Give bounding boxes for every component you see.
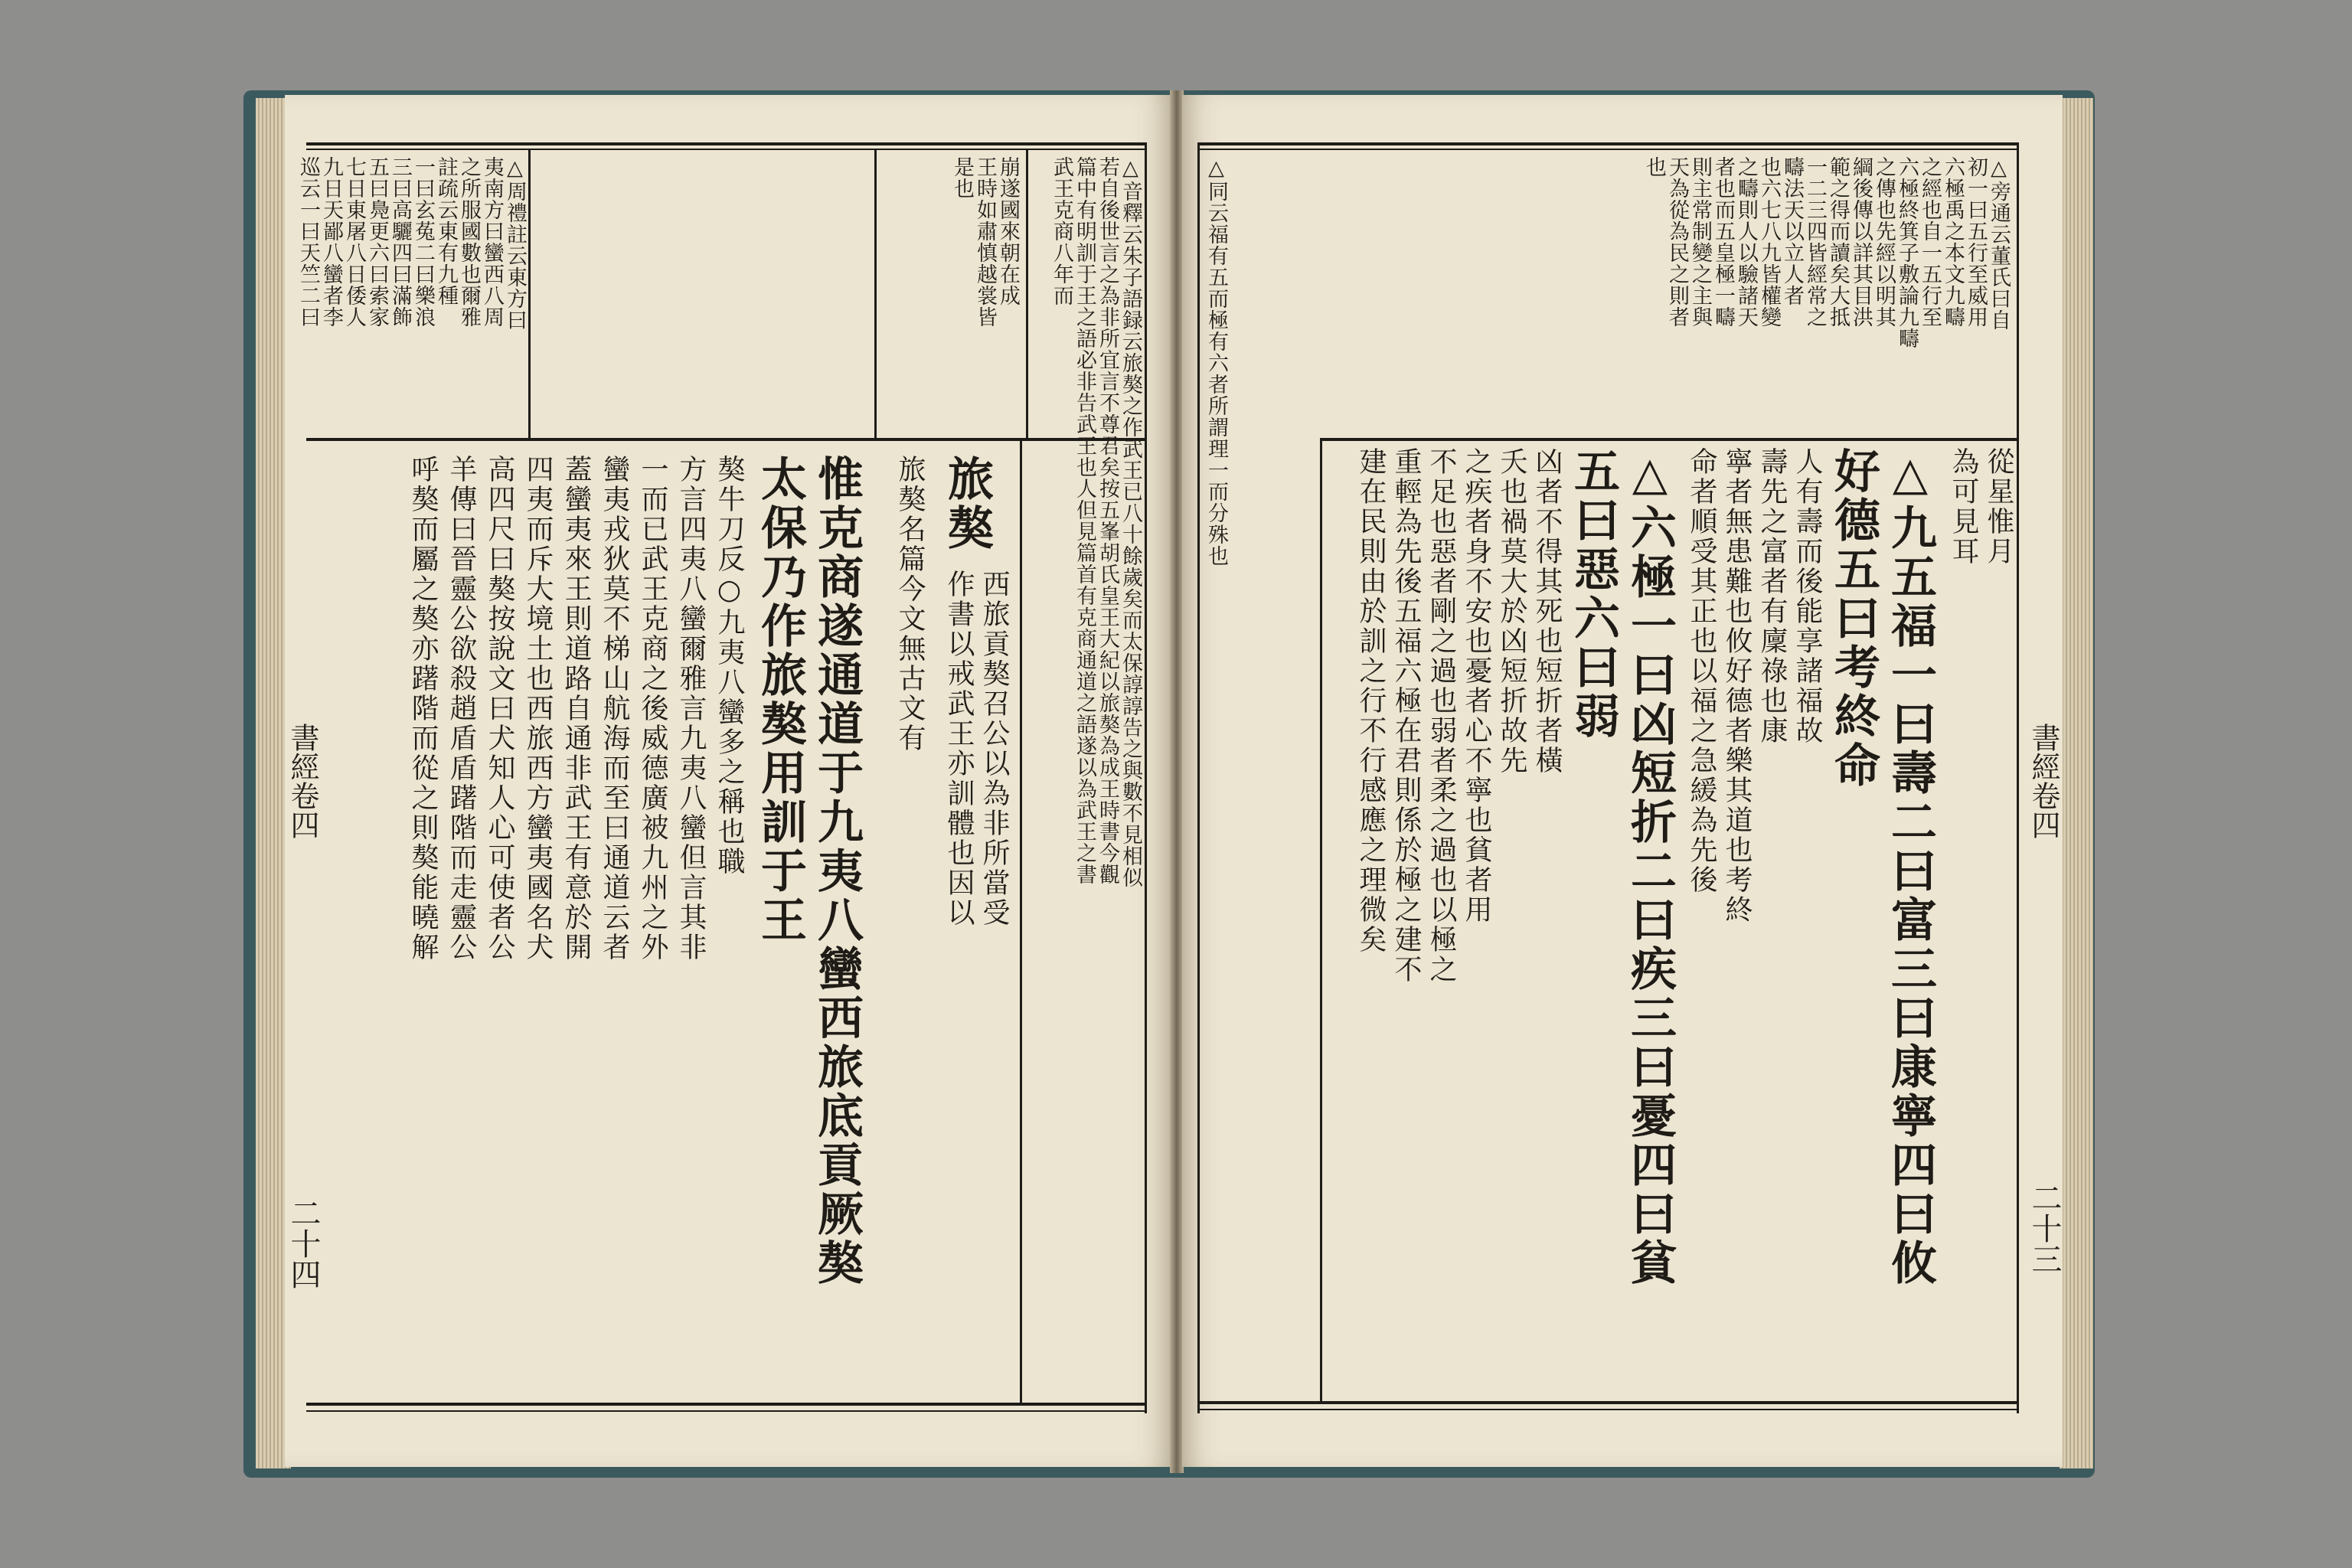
left-upper-column: 武王克商八年而: [1050, 156, 1073, 306]
right-upper-column: 疇法天以立人者: [1780, 156, 1804, 306]
left-upper-column: 夷南方曰蠻西八周: [480, 156, 504, 328]
right-gloss-column: 夭也禍莫大於凶短折故先: [1496, 447, 1527, 776]
left-upper-divider-3: [1026, 149, 1028, 438]
right-main-column: 五曰惡六曰弱: [1566, 447, 1620, 741]
right-gloss-column: 重輕為先後五福六極在君則係於極之建不: [1390, 447, 1422, 985]
left-upper-column: 是也: [950, 156, 974, 199]
right-upper-column: 六極禹之本文九疇: [1941, 156, 1965, 328]
right-upper-column: 之經也自一五行至: [1918, 156, 1942, 328]
right-main-column: △九五福一曰壽二曰富三曰康寧四曰攸: [1883, 447, 1937, 1288]
right-upper-column: 之疇則人以驗諸天: [1734, 156, 1758, 328]
left-gloss-column: 四夷而斥大境土也西旅西方蠻夷國名犬: [522, 455, 554, 962]
left-upper-column: 三曰高驪四曰滿飾: [388, 156, 412, 328]
right-gloss-column: 不足也惡者剛之過也弱者柔之過也以極之: [1426, 447, 1457, 985]
left-upper-column: 五曰鳧更六曰索家: [365, 156, 389, 328]
right-gloss-column: 之疾者身不安也憂者心不寧也貧者用: [1461, 447, 1492, 925]
right-bottom-rule-thin: [1197, 1409, 2017, 1410]
left-page: [285, 95, 1171, 1467]
right-upper-column: △旁通云董氏曰自: [1987, 156, 2011, 331]
right-upper-column: 則主常制變之主與: [1688, 156, 1712, 328]
left-gloss-column: 西旅貢獒召公以為非所當受: [978, 570, 1010, 928]
left-upper-divider-2: [874, 149, 877, 438]
right-gloss-column: 凶者不得其死也短折者橫: [1531, 447, 1563, 776]
right-upper-column: 範之得而讀矣大抵: [1826, 156, 1850, 328]
left-upper-column: 九日天鄙八蠻者李: [319, 156, 343, 328]
left-main-heading: 旅獒: [940, 455, 994, 553]
left-folio: 二十四: [286, 1197, 321, 1289]
right-divider-rule: [1320, 438, 2017, 441]
left-gloss-column: 蠻夷戎狄莫不梯山航海而至曰通道云者: [599, 455, 630, 962]
right-upper-column: 天為從為民之則者: [1665, 156, 1689, 328]
right-upper-column: 六極終箕子敷論九疇: [1895, 156, 1919, 349]
left-bottom-rule: [306, 1403, 1145, 1406]
right-main-column: △六極一曰凶短折二曰疾三曰憂四曰貧: [1623, 447, 1677, 1288]
right-upper-column: 初一曰五行至威用: [1964, 156, 1988, 328]
left-upper-column: △周禮註云東方曰: [503, 156, 527, 331]
left-bottom-rule-thin: [306, 1410, 1145, 1412]
left-main-column: 太保乃作旅獒用訓于王: [753, 455, 807, 945]
left-gloss-column: 方言四夷八蠻爾雅言九夷八蠻但言其非: [675, 455, 707, 962]
left-upper-column: 崩遂國來朝在成: [996, 156, 1020, 306]
left-gloss-column: 一而已武王克商之後威德廣被九州之外: [637, 455, 668, 962]
left-upper-column: 七日東屠八日倭人: [342, 156, 366, 328]
left-outer-rule: [1145, 142, 1147, 1413]
left-margin-title: 書經卷四: [286, 723, 319, 839]
left-gloss-column: 旅獒名篇今文無古文有: [894, 455, 926, 753]
right-upper-column: 也: [1642, 156, 1666, 178]
left-upper-column: △音釋云朱子語録云旅獒之作武王已八十餘歲矣而太保諄諄告之與數不見相似: [1119, 156, 1142, 888]
left-upper-column: 王時如肅慎越裳皆: [973, 156, 997, 328]
left-upper-column: 之所服國數也爾雅: [457, 156, 481, 328]
left-upper-column: 巡云一曰天竺二曰: [296, 156, 320, 328]
right-upper-column: 也六七八九皆權變: [1757, 156, 1781, 328]
left-main-column: 惟克商遂通道于九夷八蠻西旅底貢厥獒: [810, 455, 864, 1288]
right-gloss-column: 命者順受其正也以福之急緩為先後: [1686, 447, 1717, 895]
right-upper-column: 者也而五皇極一疇: [1711, 156, 1735, 328]
right-page: [1182, 95, 2063, 1467]
left-gloss-column: 作書以戒武王亦訓體也因以: [943, 570, 975, 928]
right-folio: 二十三: [2027, 1182, 2062, 1274]
right-inner-rule: [2017, 142, 2019, 1413]
left-gloss-column: 高四尺曰獒按說文曰犬知人心可使者公: [484, 455, 515, 962]
left-divider-rule: [306, 438, 1145, 441]
right-gloss-column: 為可見耳: [1948, 447, 1979, 567]
left-top-rule-thin: [306, 149, 1145, 150]
right-margin-title: 書經卷四: [2027, 723, 2060, 839]
left-upper-column: 註疏云東有九種: [434, 156, 458, 306]
left-upper-column: 篇中有明訓于王之語必非告武王也人但見篇首有克商通道之語遂以為武王之書: [1073, 156, 1096, 885]
left-gloss-column: 蓋蠻夷來王則道路自通非武王有意於開: [560, 455, 592, 962]
left-upper-column: 若自後世言之為非所宜言不尊君矣按五峯胡氏皇王大紀以旅獒為成王時書今觀: [1096, 156, 1119, 885]
left-gloss-column: 羊傳曰晉靈公欲殺趙盾盾躇階而走靈公: [446, 455, 477, 962]
right-gloss-column: 人有壽而後能享諸福故: [1792, 447, 1823, 746]
right-upper-column: 綱後傳以詳其目洪: [1849, 156, 1873, 328]
right-gloss-column: 從星惟月: [1983, 447, 2014, 567]
right-top-rule-thin: [1197, 149, 2017, 150]
right-gloss-column: 壽先之富者有廩祿也康: [1756, 447, 1788, 746]
right-outer-rule: [1197, 142, 1200, 1413]
right-main-column: 好德五曰考終命: [1827, 447, 1880, 790]
right-gloss-column: 寧者無患難也攸好德者樂其道也考終: [1721, 447, 1753, 925]
left-main-rule: [1020, 439, 1022, 1403]
right-upper-column: 一二三四皆經常之: [1803, 156, 1827, 328]
left-upper-column: 一曰玄菟二曰樂浪: [411, 156, 435, 328]
right-upper-column: 之傳也先經以明其: [1872, 156, 1896, 328]
left-gloss-column: 呼獒而屬之獒亦躇階而從之則獒能曉解: [407, 455, 439, 962]
left-top-rule: [306, 142, 1145, 145]
left-upper-divider: [528, 149, 531, 438]
right-main-frame-rule: [1320, 438, 1322, 1403]
right-upper-column: △同云福有五而極有六者所謂理一而分殊也: [1204, 156, 1228, 567]
right-top-rule: [1197, 142, 2017, 145]
right-gloss-column: 建在民則由於訓之行不行感應之理微矣: [1355, 447, 1387, 955]
left-gloss-column: 獒牛刀反○九夷八蠻多之稱也職: [714, 455, 745, 877]
